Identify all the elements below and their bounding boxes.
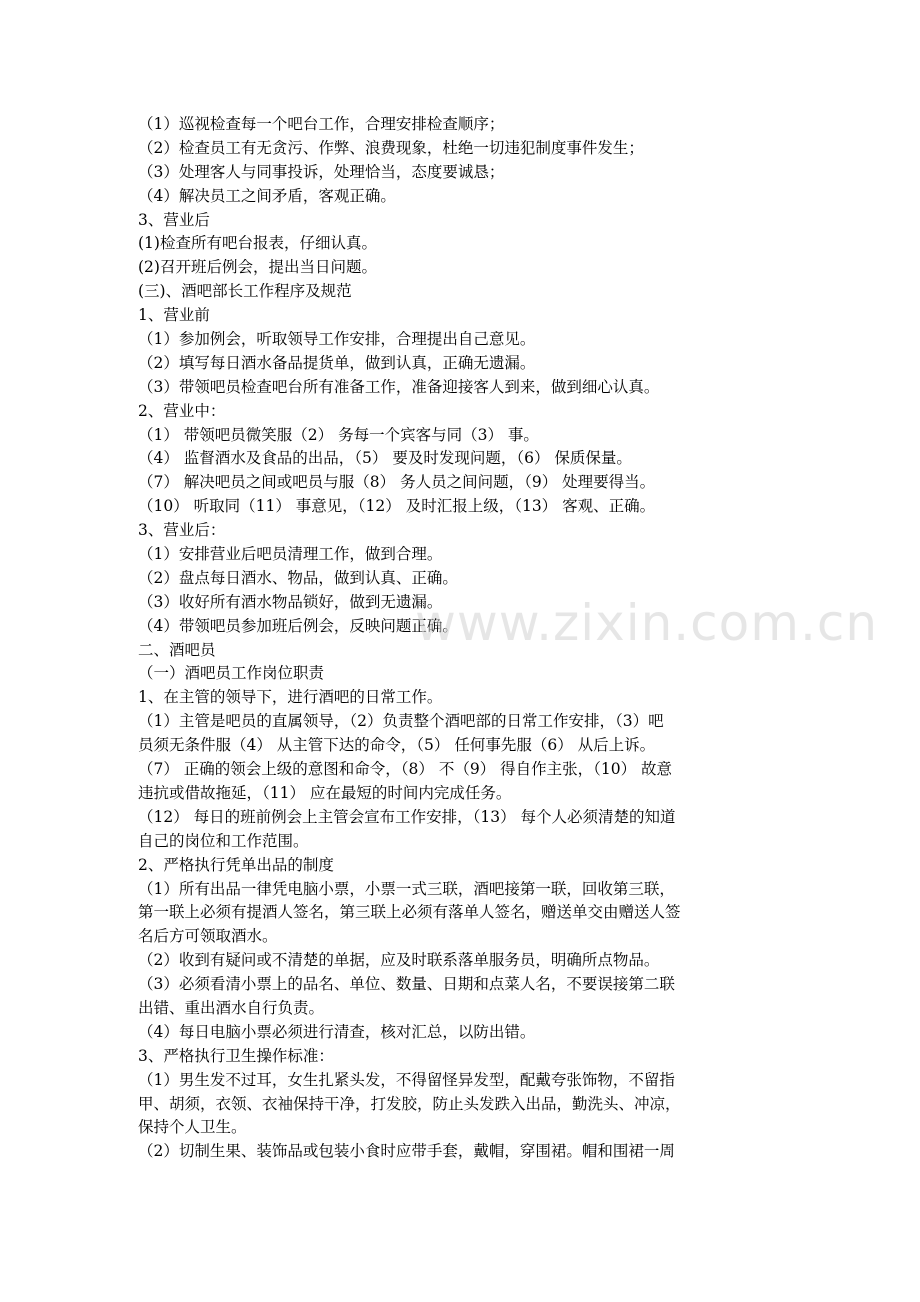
text-line: （1） 带领吧员微笑服（2） 务每一个宾客与同（3） 事。 — [138, 425, 539, 444]
text-line: 违抗或借故拖延，（11） 应在最短的时间内完成任务。 — [138, 783, 512, 802]
text-line: （一）酒吧员工作岗位职责 — [138, 664, 325, 683]
text-line: （10） 听取同（11） 事意见，（12） 及时汇报上级，（13） 客观、正确。 — [138, 497, 656, 516]
text-line: (1)检查所有吧台报表，仔细认真。 — [138, 234, 377, 253]
text-line: （4）带领吧员参加班后例会，反映问题正确。 — [138, 616, 458, 635]
document-body — [138, 113, 794, 1164]
text-line: （3）处理客人与同事投诉，处理恰当，态度要诚恳； — [138, 162, 505, 181]
text-line: （2）收到有疑问或不清楚的单据，应及时联系落单服务员，明确所点物品。 — [138, 951, 660, 970]
text-line: 1、在主管的领导下，进行酒吧的日常工作。 — [138, 688, 443, 707]
text-line: （2）填写每日酒水备品提货单，做到认真，正确无遗漏。 — [138, 353, 536, 372]
text-line: （7） 正确的领会上级的意图和命令，（8） 不（9） 得自作主张，（10） 故意 — [138, 760, 673, 779]
text-line: 名后方可领取酒水。 — [138, 927, 278, 946]
text-line: 自己的岗位和工作范围。 — [138, 831, 309, 850]
text-line: （4） 监督酒水及食品的出品，（5） 要及时发现问题，（6） 保质保量。 — [138, 449, 632, 468]
text-line: （1）巡视检查每一个吧台工作，合理安排检查顺序； — [138, 115, 505, 133]
text-line: 员须无条件服（4） 从主管下达的命令，（5） 任何事先服（6） 从后上诉。 — [138, 736, 656, 755]
text-line: 3、严格执行卫生操作标准： — [138, 1046, 334, 1065]
text-line: （3）带领吧员检查吧台所有准备工作，准备迎接客人到来，做到细心认真。 — [138, 377, 660, 396]
text-line: 3、营业后： — [138, 521, 226, 540]
text-line: （3）收好所有酒水物品锁好，做到无遗漏。 — [138, 592, 443, 611]
text-line: (2)召开班后例会，提出当日问题。 — [138, 258, 377, 277]
text-line: （2）盘点每日酒水、物品，做到认真、正确。 — [138, 568, 458, 587]
text-line: 2、营业中： — [138, 401, 226, 420]
text-line: 2、严格执行凭单出品的制度 — [138, 855, 334, 874]
text-line: (三)、酒吧部长工作程序及规范 — [138, 282, 352, 301]
text-line: （2）切制生果、装饰品或包装小食时应带手套，戴帽，穿围裙。帽和围裙一周 — [138, 1142, 675, 1161]
text-line: （4）每日电脑小票必须进行清查，核对汇总，以防出错。 — [138, 1022, 536, 1041]
text-line: （7） 解决吧员之间或吧员与服（8） 务人员之间问题，（9） 处理要得当。 — [138, 473, 656, 492]
text-line: 出错、重出酒水自行负责。 — [138, 998, 325, 1017]
watermark: www.zixin.com.cn — [415, 594, 879, 652]
text-line: （2）检查员工有无贪污、作弊、浪费现象，杜绝一切违犯制度事件发生； — [138, 138, 644, 157]
text-line: （1）男生发不过耳，女生扎紧头发，不得留怪异发型，配戴夸张饰物，不留指 — [138, 1070, 675, 1089]
text-line: （1）主管是吧员的直属领导，（2）负责整个酒吧部的日常工作安排，（3）吧 — [138, 712, 664, 731]
text-line: （1）所有出品一律凭电脑小票，小票一式三联，酒吧接第一联，回收第三联， — [138, 879, 675, 898]
text-line: （12） 每日的班前例会上主管会宣布工作安排，（13） 每个人必须清楚的知道 — [138, 807, 676, 826]
text-line: 3、营业后 — [138, 210, 210, 229]
text-line: 保持个人卫生。 — [138, 1118, 247, 1137]
text-line: 甲、胡须，衣领、衣袖保持干净，打发胶，防止头发跌入出品，勤洗头、冲凉， — [138, 1094, 681, 1113]
text-line: 二、酒吧员 — [138, 640, 216, 659]
text-line: （4）解决员工之间矛盾，客观正确。 — [138, 186, 396, 205]
text-line: 第一联上必须有提酒人签名，第三联上必须有落单人签名，赠送单交由赠送人签 — [138, 903, 681, 922]
text-line: （3）必须看清小票上的品名、单位、数量、日期和点菜人名，不要误接第二联 — [138, 975, 675, 994]
text-line: （1）参加例会，听取领导工作安排，合理提出自己意见。 — [138, 330, 536, 349]
text-line: （1）安排营业后吧员清理工作，做到合理。 — [138, 545, 443, 564]
text-line: 1、营业前 — [138, 306, 210, 325]
